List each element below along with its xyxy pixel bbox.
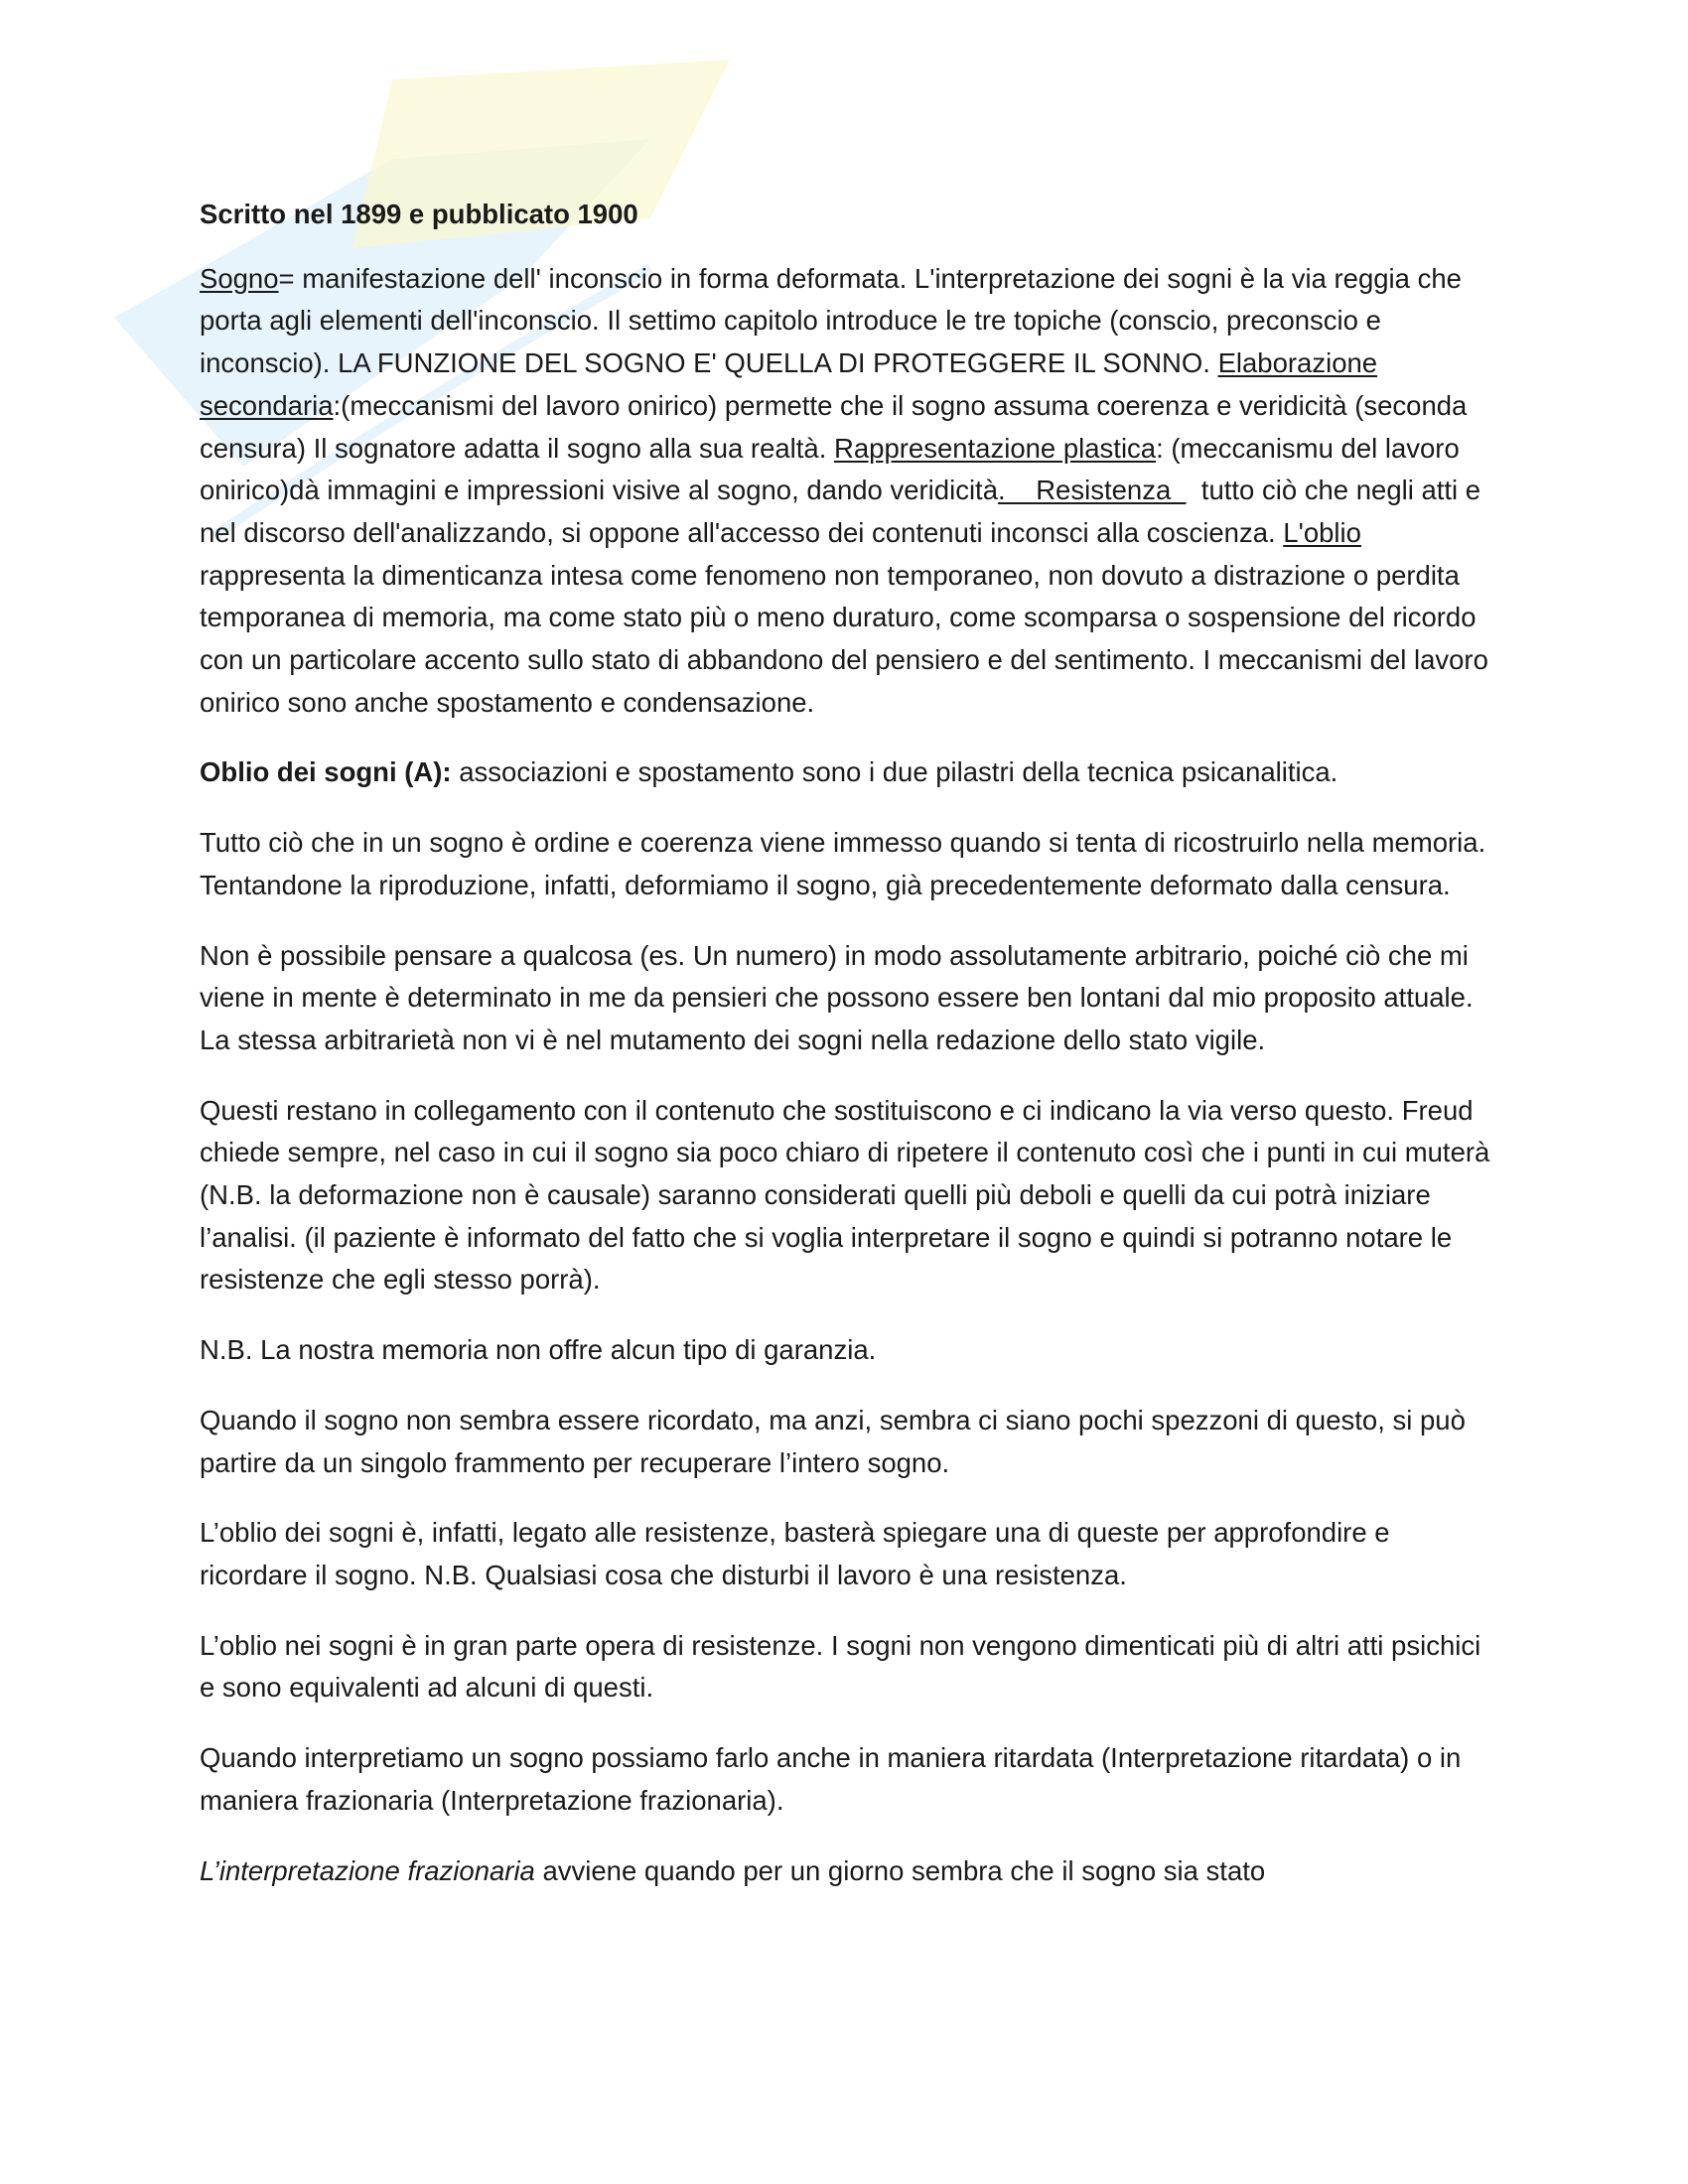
- paragraph-5: Questi restano in collegamento con il contenuto che sostituiscono e ci indicano la via verso questo. Freud chiede sempre, nel caso in cui il sogno sia poco chiaro di ripetere il contenuto così che i punti in cui muterà (N.B. la deformazione non è causale) saranno considerati quelli più deboli e quelli da cui potrà iniziare l’analisi. (il paziente è informato del fatto che si voglia interpretare il sogno e quindi si potranno notare le resistenze che egli stesso porrà).: [200, 1094, 1490, 1296]
- paragraph-4: Non è possibile pensare a qualcosa (es. Un numero) in modo assolutamente arbitrario, poiché ciò che mi viene in mente è determinato in me da pensieri che possono essere ben lontani dal mio proposito attuale. La stessa arbitrarietà non vi è nel mutamento dei sogni nella redazione dello stato vigile.: [200, 939, 1474, 1055]
- paragraph-6: N.B. La nostra memoria non offre alcun tipo di garanzia.: [200, 1334, 877, 1366]
- paragraph-sogno-definition: [200, 258, 1500, 725]
- document-title: Scritto nel 1899 e pubblicato 1900: [200, 199, 638, 229]
- text-segment: avviene quando per un giorno sembra che il sogno sia stato: [534, 1854, 1266, 1886]
- text-segment: tutto ciò che negli atti e nel discorso dell'analizzando, si oppone all'accesso dei contenuti inconsci alla coscienza.: [200, 475, 1488, 548]
- term-sogno: Sogno: [200, 262, 279, 294]
- paragraph-11: [200, 1850, 1500, 1893]
- term-rappresentazione-plastica: Rappresentazione plastica: [834, 432, 1157, 464]
- document-page: [200, 194, 1500, 1920]
- paragraph-8: L’oblio dei sogni è, infatti, legato alle resistenze, basterà spiegare una di queste per approfondire e ricordare il sogno. N.B. Qualsiasi cosa che disturbi il lavoro è una resistenza.: [200, 1517, 1390, 1590]
- paragraph-9: L’oblio nei sogni è in gran parte opera di resistenze. I sogni non vengono dimenticati più di altri atti psichici e sono equivalenti ad alcuni di questi.: [200, 1629, 1481, 1704]
- term-resistenza: . Resistenza: [998, 475, 1187, 506]
- term-oblio: L'oblio: [1283, 516, 1361, 548]
- text-segment: :(meccanismi del lavoro onirico) permette che il sogno assuma coerenza e veridicità (seconda censura) Il sognatore adatta il sogno alla sua realtà.: [200, 389, 1468, 464]
- paragraph-oblio-dei-sogni: [200, 751, 1500, 794]
- text-segment: rappresenta la dimenticanza intesa come fenomeno non temporaneo, non dovuto a distrazione o perdita temporanea di memoria, ma come stato più o meno duraturo, come scomparsa o sospensione del ricordo con un particolare accento sullo stato di abbandono del pensiero e del sentimento. I meccanismi del lavoro onirico sono anche spostamento e condensazione.: [200, 559, 1488, 718]
- paragraph-7: Quando il sogno non sembra essere ricordato, ma anzi, sembra ci siano pochi spezzoni di questo, si può partire da un singolo frammento per recuperare l’intero sogno.: [200, 1404, 1466, 1478]
- term-elaborazione-secondaria: Elaborazione secondaria: [200, 347, 1378, 421]
- text-segment: : (meccanismu del lavoro onirico)dà immagini e impressioni visive al sogno, dando veridicità: [200, 432, 1460, 506]
- text-segment: = manifestazione dell' inconscio in forma deformata. L'interpretazione dei sogni è la via reggia che porta agli elementi dell'inconscio. Il settimo capitolo introduce le tre topiche (conscio, preconscio e inconscio). LA FUNZIONE DEL SOGNO E' QUELLA DI PROTEGGERE IL SONNO.: [200, 262, 1462, 379]
- text-segment: associazioni e spostamento sono i due pilastri della tecnica psicanalitica.: [451, 756, 1338, 788]
- paragraph-10: Quando interpretiamo un sogno possiamo farlo anche in maniera ritardata (Interpretazione ritardata) o in maniera frazionaria (Interpretazione frazionaria).: [200, 1742, 1462, 1816]
- heading-oblio-dei-sogni: Oblio dei sogni (A):: [200, 756, 452, 788]
- paragraph-3: Tutto ciò che in un sogno è ordine e coerenza viene immesso quando si tenta di ricostruirlo nella memoria. Tentandone la riproduzione, infatti, deformiamo il sogno, già precedentemente deformato dalla censura.: [200, 827, 1486, 900]
- term-interpretazione-frazionaria: L’interpretazione frazionaria: [200, 1854, 535, 1886]
